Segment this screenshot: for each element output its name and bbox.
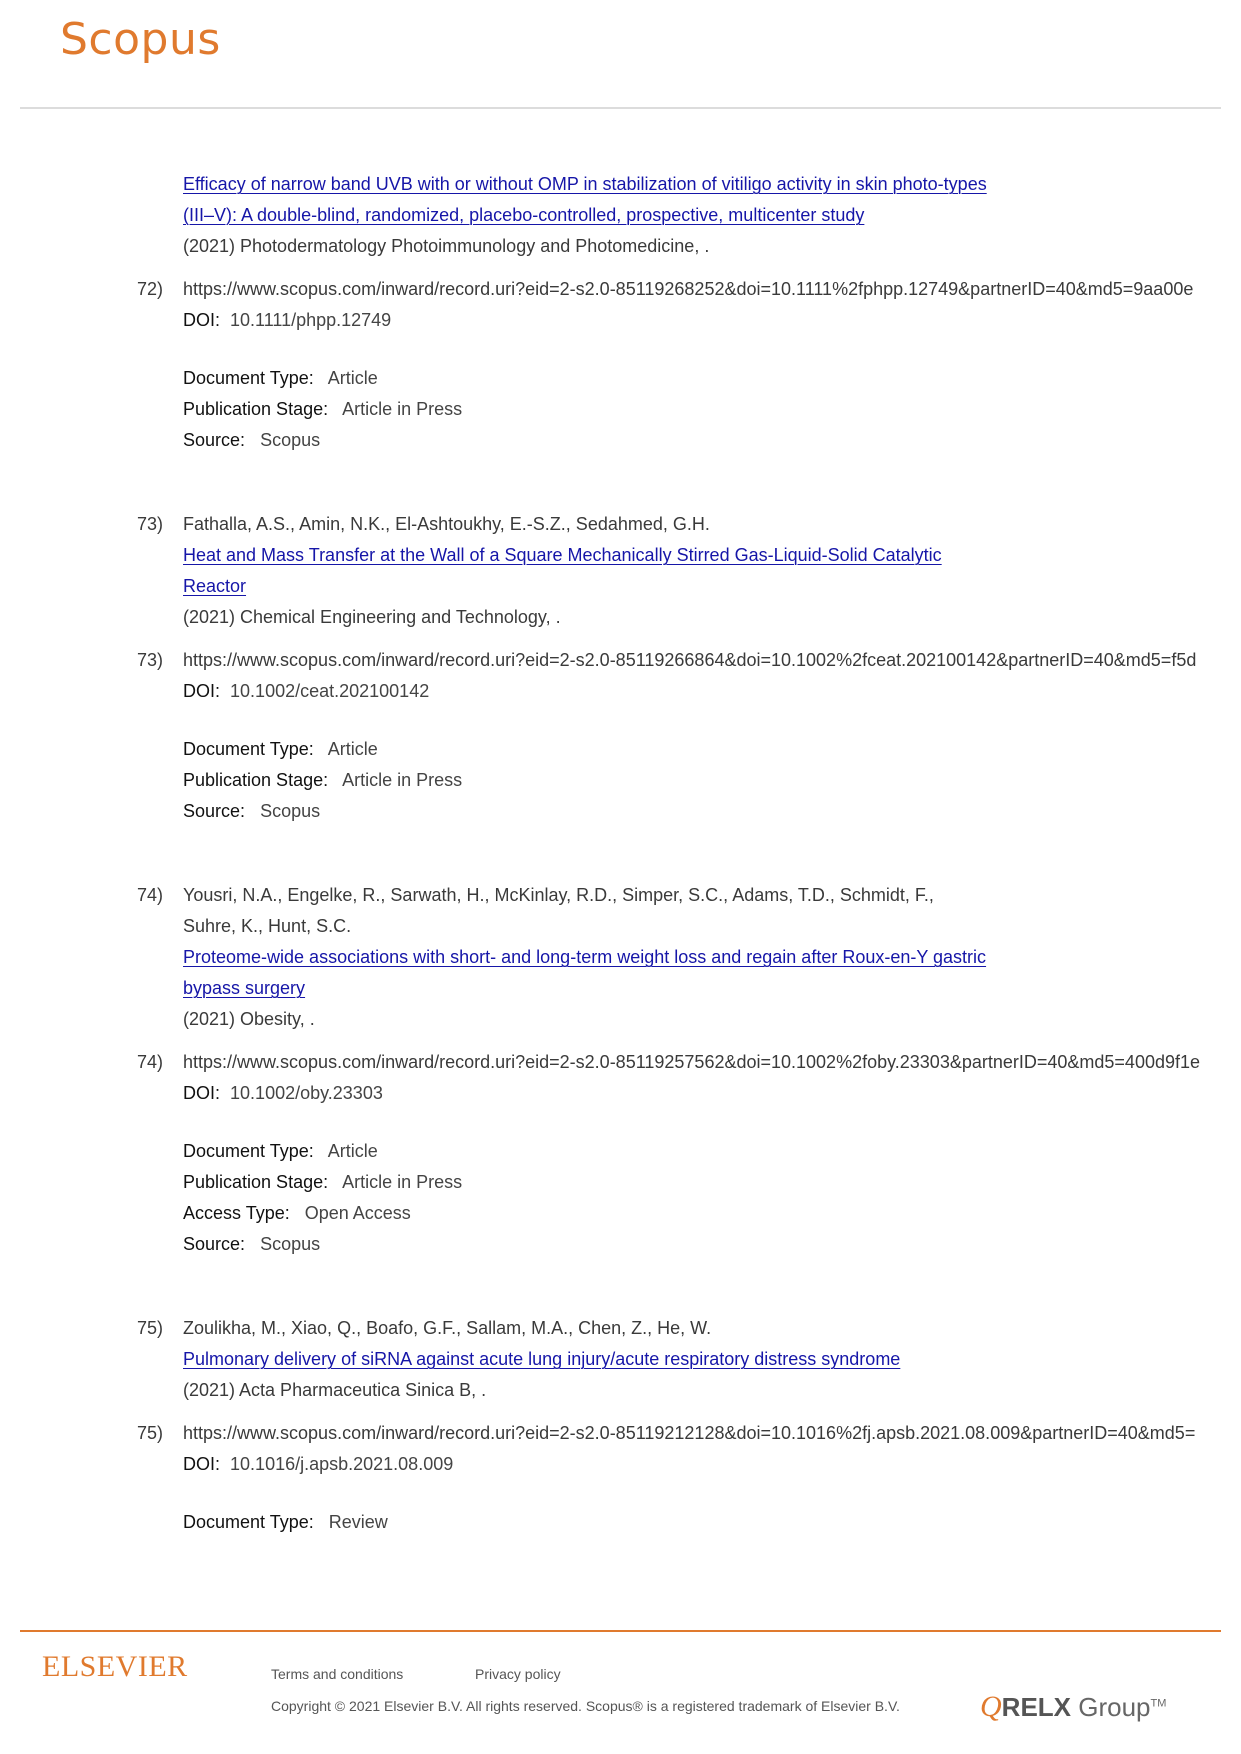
record-authors: Yousri, N.A., Engelke, R., Sarwath, H., McKinlay, R.D., Simper, S.C., Adams, T.D., Schmidt, F., xyxy=(183,885,934,905)
field-label: Publication Stage: xyxy=(183,1172,329,1192)
record-citation: (2021) Photodermatology Photoimmunology and Photomedicine, . xyxy=(183,236,710,256)
record-number: 74) xyxy=(137,1052,164,1072)
field-value: Open Access xyxy=(304,1203,411,1223)
field-label: Publication Stage: xyxy=(183,770,329,790)
field-label: Document Type: xyxy=(183,368,314,388)
field-label: Document Type: xyxy=(183,739,314,759)
record-number: 73) xyxy=(137,514,164,534)
relx-group-wordmark: Group xyxy=(1071,1692,1151,1722)
doi-value: 10.1002/ceat.202100142 xyxy=(230,681,430,701)
elsevier-logo: ELSEVIER xyxy=(42,1650,188,1683)
record-number: 74) xyxy=(137,885,164,905)
field-label: Publication Stage: xyxy=(183,399,329,419)
record-number: 75) xyxy=(137,1423,164,1443)
doi-label: DOI: xyxy=(183,1454,221,1474)
field-value: Article xyxy=(327,739,378,759)
field-label: Source: xyxy=(183,801,246,821)
record-authors: Zoulikha, M., Xiao, Q., Boafo, G.F., Sallam, M.A., Chen, Z., He, W. xyxy=(183,1318,712,1338)
field-label: Document Type: xyxy=(183,1141,314,1161)
record-title-link[interactable]: Efficacy of narrow band UVB with or without OMP in stabilization of vitiligo activity in skin photo-types xyxy=(183,174,987,194)
field-value: Article in Press xyxy=(342,399,463,419)
privacy-link[interactable]: Privacy policy xyxy=(475,1666,561,1682)
record-title-link[interactable]: Heat and Mass Transfer at the Wall of a Square Mechanically Stirred Gas-Liquid-Solid Catalytic xyxy=(183,545,942,565)
field-value: Scopus xyxy=(260,1234,321,1254)
field-publication-stage xyxy=(183,768,462,792)
relx-wordmark: RELX xyxy=(1001,1692,1072,1722)
doi-value: 10.1016/j.apsb.2021.08.009 xyxy=(230,1454,454,1474)
field-source xyxy=(183,799,320,823)
record-authors: Fathalla, A.S., Amin, N.K., El-Ashtoukhy, E.-S.Z., Sedahmed, G.H. xyxy=(183,514,710,534)
record-citation: (2021) Chemical Engineering and Technology, . xyxy=(183,607,561,627)
trademark-mark: TM xyxy=(1150,1697,1167,1710)
scopus-logo: Scopus xyxy=(60,14,221,65)
field-value: Article xyxy=(327,368,378,388)
field-value: Scopus xyxy=(260,430,321,450)
field-document-type xyxy=(183,737,378,761)
record-title-link[interactable]: Proteome-wide associations with short- and long-term weight loss and regain after Roux-en-Y gastric xyxy=(183,947,987,967)
record-citation: (2021) Obesity, . xyxy=(183,1009,315,1029)
field-access-type xyxy=(183,1201,411,1225)
field-publication-stage xyxy=(183,397,462,421)
field-publication-stage xyxy=(183,1170,462,1194)
record-title-link[interactable]: bypass surgery xyxy=(183,978,306,998)
record-number: 75) xyxy=(137,1318,164,1338)
doi-label: DOI: xyxy=(183,310,221,330)
record-url[interactable]: https://www.scopus.com/inward/record.uri?eid=2-s2.0-85119268252&doi=10.1111%2fphpp.12749&partnerID=40&md5=9aa00e xyxy=(183,279,1194,299)
doi-value: 10.1002/oby.23303 xyxy=(230,1083,383,1103)
field-document-type xyxy=(183,1139,378,1163)
field-value: Scopus xyxy=(260,801,321,821)
field-source xyxy=(183,1232,320,1256)
doi-label: DOI: xyxy=(183,681,221,701)
field-label: Access Type: xyxy=(183,1203,290,1223)
relx-group-logo xyxy=(980,1690,1166,1724)
record-number: 73) xyxy=(137,650,164,670)
record-url[interactable]: https://www.scopus.com/inward/record.uri?eid=2-s2.0-85119257562&doi=10.1002%2foby.23303&partnerID=40&md5=400d9f1e xyxy=(183,1052,1201,1072)
terms-link[interactable]: Terms and conditions xyxy=(271,1666,404,1682)
record-authors: Suhre, K., Hunt, S.C. xyxy=(183,916,352,936)
field-label: Source: xyxy=(183,430,246,450)
doi-value: 10.1111/phpp.12749 xyxy=(230,310,392,330)
relx-q-icon: Q xyxy=(980,1690,1002,1723)
field-document-type xyxy=(183,1510,388,1534)
record-url[interactable]: https://www.scopus.com/inward/record.uri?eid=2-s2.0-85119266864&doi=10.1002%2fceat.202100142&partnerID=40&md5=f5d xyxy=(183,650,1197,670)
record-doi xyxy=(183,308,391,332)
record-number: 72) xyxy=(137,279,164,299)
field-label: Source: xyxy=(183,1234,246,1254)
record-title-link[interactable]: Pulmonary delivery of siRNA against acute lung injury/acute respiratory distress syndrome xyxy=(183,1349,901,1369)
record-url[interactable]: https://www.scopus.com/inward/record.uri?eid=2-s2.0-85119212128&doi=10.1016%2fj.apsb.2021.08.009&partnerID=40&md5= xyxy=(183,1423,1196,1443)
header-divider xyxy=(20,107,1221,109)
record-citation: (2021) Acta Pharmaceutica Sinica B, . xyxy=(183,1380,487,1400)
record-doi xyxy=(183,679,429,703)
copyright-text: Copyright © 2021 Elsevier B.V. All rights reserved. Scopus® is a registered trademark of Elsevier B.V. xyxy=(271,1698,900,1714)
field-value: Article in Press xyxy=(342,770,463,790)
field-value: Article xyxy=(327,1141,378,1161)
record-title-link[interactable]: Reactor xyxy=(183,576,247,596)
footer-divider xyxy=(20,1630,1221,1632)
field-label: Document Type: xyxy=(183,1512,314,1532)
field-document-type xyxy=(183,366,378,390)
field-source xyxy=(183,428,320,452)
record-title-link[interactable]: (III–V): A double-blind, randomized, placebo-controlled, prospective, multicenter study xyxy=(183,205,865,225)
field-value: Article in Press xyxy=(342,1172,463,1192)
record-doi xyxy=(183,1452,453,1476)
field-value: Review xyxy=(328,1512,388,1532)
doi-label: DOI: xyxy=(183,1083,221,1103)
record-doi xyxy=(183,1081,383,1105)
